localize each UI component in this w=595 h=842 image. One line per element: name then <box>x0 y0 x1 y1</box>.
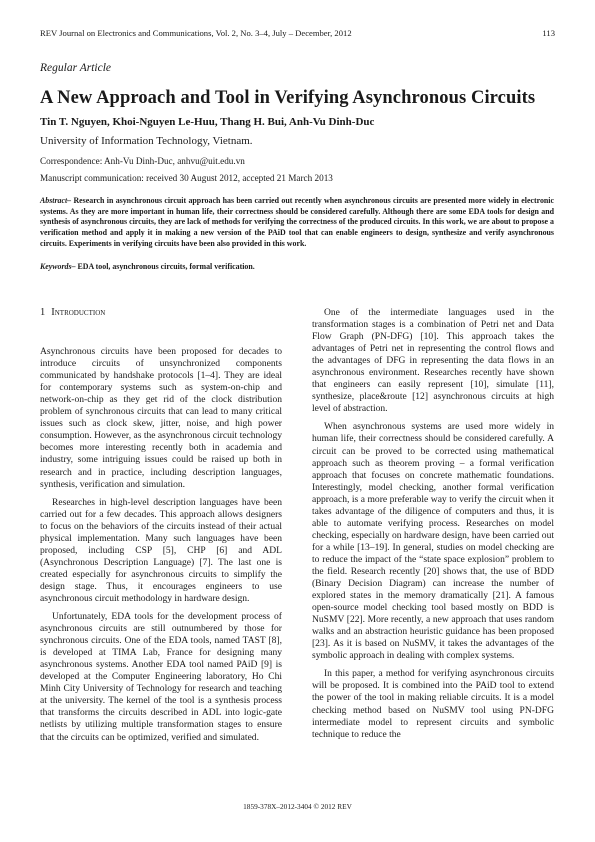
keywords-label: Keywords– <box>40 262 76 271</box>
page-number: 113 <box>542 28 555 38</box>
right-column <box>312 307 554 747</box>
keywords-text: EDA tool, asynchronous circuits, formal verification. <box>75 262 255 271</box>
abstract-label: Abstract– <box>40 196 72 205</box>
abstract-text: Research in asynchronous circuit approach has been carried out recently when asynchronous circuits are presented more widely in electronic systems. As they are more important in human life, their correctness should be considered carefully. Although there are some EDA tools for design and synthesis of asynchronous circuits, they are lack of methods for verifying the correctness of the produced circuits. In this work, we are about to propose a verification method and apply it in making a new version of the PAiD tool that can enable engineers to design, synthesize and verify asynchronous circuits. Experiments in verifying circuits have been also provided in this work. <box>40 196 554 248</box>
abstract <box>40 196 554 250</box>
section-heading <box>40 307 282 319</box>
paragraph: One of the intermediate languages used in the transformation stages is a combination of Petri net and Data Flow Graph (PN-DFG) [10]. This approach takes the advantages of Petri net in representing the control flows and the advantages of DFG in representing the data flows in an asynchronous environment. Researches recently have shown that engineers can easily represent [10], simulate [11], synthesize, place&route [12] asynchronous circuits at high level of abstraction. <box>312 307 554 415</box>
keywords <box>40 262 255 271</box>
section-title: Introduction <box>51 307 106 318</box>
section-number: 1 <box>40 307 46 318</box>
article-type: Regular Article <box>40 62 112 74</box>
paragraph: Researches in high-level description languages have been carried out for a few decades. This approach allows designers to focus on the behaviors of the circuits instead of their actual physical implementation. Many such languages have been proposed, including CSP [5], CHP [6] and ADL (Asynchronous Description Language) [7]. The last one is created especially for asynchronous circuits to simplify the design stage. Thus, it encourages engineers to use asynchronous circuit methodology in hardware design. <box>40 496 282 604</box>
paragraph: Asynchronous circuits have been proposed for decades to introduce circuits of unsynchronized components communicated by handshake protocols [1–4]. They are ideal for contemporary systems such as system-on-chip and network-on-chip as they get rid of the clock distribution problem of synchronous circuits that can lead to many critical issues such as clock skew, jitter, noise, and high power consumption. However, as the asynchronous circuit technology becomes more interesting recently both in academia and industry, some intriguing issues could be raised up both in research and in practice, including description languages, synthesis, verification and simulation. <box>40 346 282 490</box>
footer-copyright: 1859-378X–2012-3404 © 2012 REV <box>243 802 352 811</box>
correspondence: Correspondence: Anh-Vu Dinh-Duc, anhvu@uit.edu.vn <box>40 156 245 166</box>
paragraph: When asynchronous systems are used more widely in human life, their correctness should be considered carefully. A circuit can be proved to be corrected using mathematical approach such as theorem proving – a formal verification approach that focuses on concrete mathematic foundations. Interestingly, model checking, another formal verification approach, is a more preferable way to verify the circuit when it takes advantage of the diligence of computers and thus, it is able to automate verifying process. Researches on model checking, especially on hardware design, have been carried out for a while [13–19]. In general, studies on model checking are to reduce the impact of the “state space explosion” problem to the field. Research recently [20] shows that, the use of BDD (Binary Decision Diagram) can increase the number of explored states in the memory dramatically [21]. A famous open-source model checking tool based mostly on BDD is NuSMV [22]. More recently, a new approach that uses random walks and an abstraction heuristic guidance has been proposed [23]. As it is based on NuSMV, it takes the advantages of the symbolic approach in dealing with complex systems. <box>312 421 554 662</box>
paper-title: A New Approach and Tool in Verifying Asynchronous Circuits <box>40 88 536 108</box>
paragraph: Unfortunately, EDA tools for the development process of asynchronous circuits are still outnumbered by those for synchronous circuits. One of the EDA tools, named TAST [8], is developed at TIMA Lab, France for designing many asynchronous systems. Another EDA tool named PAiD [9] is developed at the Computer Engineering laboratory, Ho Chi Minh City University of Technology for research and teaching at the university. The kernel of the tool is a synthesis process that transforms the circuits described in ADL into logic-gate netlists by utilizing multiple transformation stages to ensure that the circuits can be optimized, verified and simulated. <box>40 611 282 743</box>
affiliation: University of Information Technology, Vietnam. <box>40 135 253 147</box>
author-list: Tin T. Nguyen, Khoi-Nguyen Le-Huu, Thang H. Bui, Anh-Vu Dinh-Duc <box>40 116 375 128</box>
paragraph: In this paper, a method for verifying asynchronous circuits will be proposed. It is combined into the PAiD tool to extend the power of the tool in making reliable circuits. It is a model checking method based on NuSMV tool using PN-DFG intermediate model to represent circuits and symbolic technique to reduce the <box>312 668 554 740</box>
left-column <box>40 307 282 750</box>
running-header-journal: REV Journal on Electronics and Communications, Vol. 2, No. 3–4, July – December, 2012 <box>40 28 352 38</box>
manuscript-dates: Manuscript communication: received 30 August 2012, accepted 21 March 2013 <box>40 173 333 183</box>
